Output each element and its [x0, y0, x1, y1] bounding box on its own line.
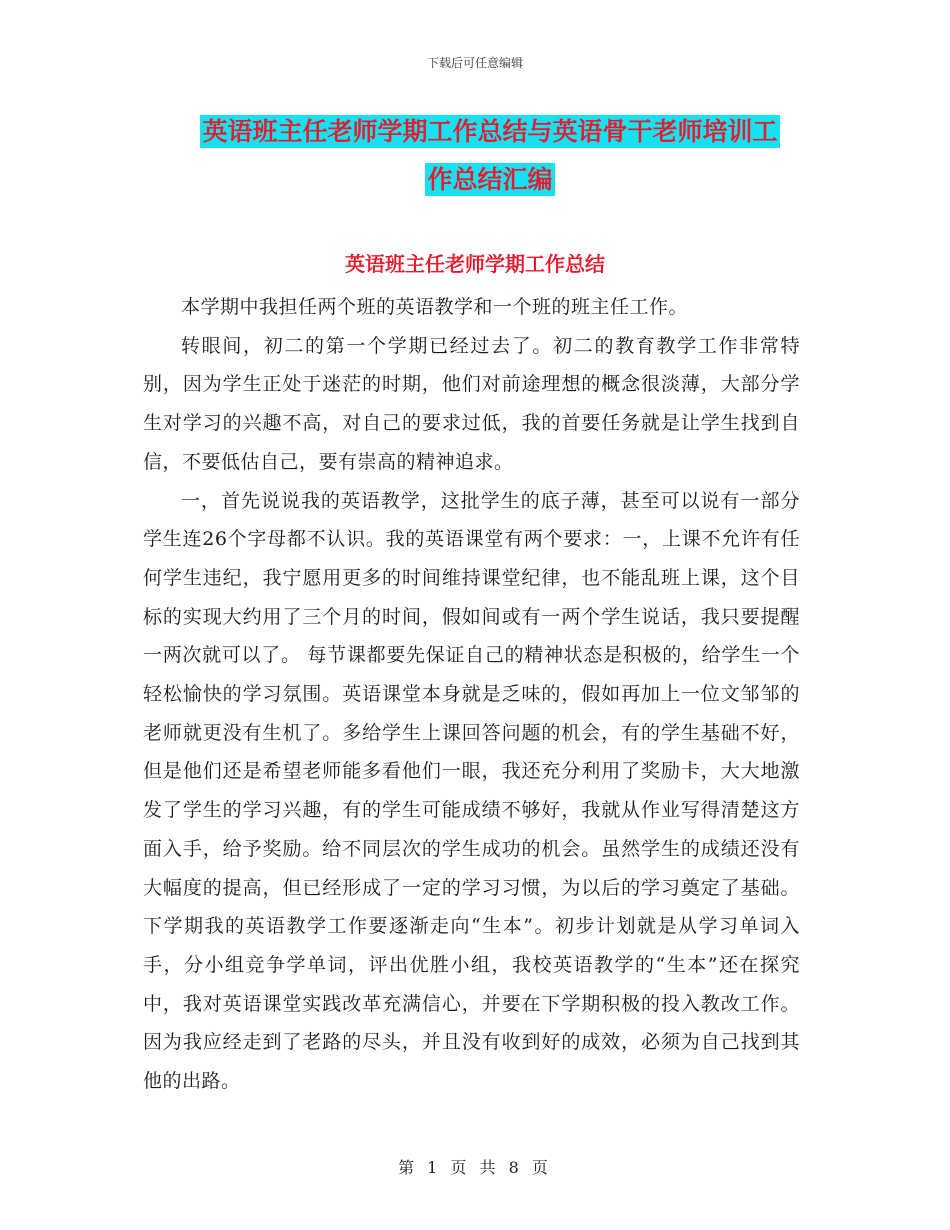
paragraph: 转眼间，初二的第一个学期已经过去了。初二的教育教学工作非常特别，因为学生正处于迷茫的时期，他们对前途理想的概念很淡薄，大部分学生对学习的兴趣不高，对自己的要求过低，我的首要任务就是让学生找到自信，不要低估自己，要有崇高的精神追求。 — [143, 334, 800, 473]
document-title — [140, 108, 840, 204]
header-note: 下载后可任意编辑 — [426, 56, 523, 70]
body-text — [143, 288, 800, 1101]
paragraph: 本学期中我担任两个班的英语教学和一个班的班主任工作。 — [181, 296, 689, 318]
document-title-line-2: 作总结汇编 — [427, 165, 553, 194]
document-title-line-1: 英语班主任老师学期工作总结与英语骨干老师培训工 — [202, 117, 778, 146]
page-number: 第 1 页 共 8 页 — [398, 1158, 552, 1177]
paragraph: 一，首先说说我的英语教学，这批学生的底子薄，甚至可以说有一部分学生连26个字母都不认识。我的英语课堂有两个要求：一，上课不允许有任何学生违纪，我宁愿用更多的时间维持课堂纪律，也不能乱班上课，这个目标的实现大约用了三个月的时间，假如间或有一两个学生说话，我只要提醒一两次就可以了。 每节课都要先保证自己的精神状态是积极的，给学生一个轻松愉快的学习氛围。英语课堂本身就是乏味的，假如再加上一位文邹邹的老师就更没有生机了。多给学生上课回答问题的机会，有的学生基础不好，但是他们还是希望老师能多看他们一眼，我还充分利用了奖励卡，大大地激发了学生的学习兴趣，有的学生可能成绩不够好，我就从作业写得清楚这方面入手，给予奖励。给不同层次的学生成功的机会。虽然学生的成绩还没有大幅度的提高，但已经形成了一定的学习习惯，为以后的学习奠定了基础。下学期我的英语教学工作要逐渐走向“生本”。初步计划就是从学习单词入手，分小组竞争学单词，评出优胜小组，我校英语教学的“生本”还在探究中，我对英语课堂实践改革充满信心，并要在下学期积极的投入教改工作。因为我应经走到了老路的尽头，并且没有收到好的成效，必须为自己找到其他的出路。 — [143, 489, 800, 1093]
section-title: 英语班主任老师学期工作总结 — [345, 252, 605, 276]
